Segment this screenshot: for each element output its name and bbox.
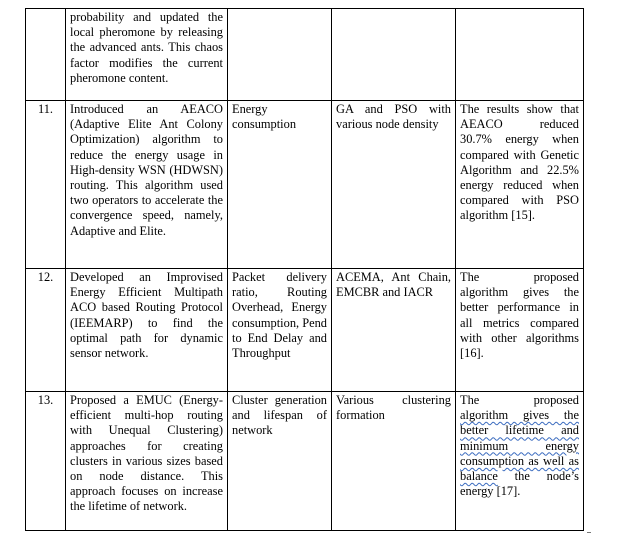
table-row — [26, 9, 584, 101]
compared-cell — [332, 9, 456, 101]
description-cell: Introduced an AEACO (Adaptive Elite Ant Colony Optimization) algorithm to reduce the energy usage in High-density WSN (HDWSN) routing. This algorithm used two operators to accelerate the convergence speed, namely, Adaptive and Elite. — [66, 101, 228, 269]
spellcheck-marked-text: algorithm gives the better lifetime and minimum energy consumption as well as balance — [460, 408, 579, 484]
table-row — [26, 269, 584, 392]
result-cell: The results show that AEACO reduced 30.7% energy when compared with Genetic Algorithm and 22.5% energy reduced when compared with PSO algorithm [15]. — [456, 101, 584, 269]
metric-cell: Packet delivery ratio, Routing Overhead, Energy consumption, Pend to End Delay and Throughput — [228, 269, 332, 392]
result-text-tail: the node’s energy [17]. — [460, 469, 579, 499]
metric-cell: Energy consumption — [228, 101, 332, 269]
result-cell — [456, 9, 584, 101]
compared-cell: GA and PSO with various node density — [332, 101, 456, 269]
page-corner-mark — [587, 530, 591, 533]
result-text-lead: The proposed — [460, 393, 579, 407]
description-cell: Proposed a EMUC (Energy-efficient multi-hop routing with Unequal Clustering) approaches for creating clusters in various sizes based on node distance. This approach focuses on increase the lifetime of network. — [66, 392, 228, 531]
row-number: 13. — [26, 392, 66, 531]
literature-table — [25, 8, 584, 531]
metric-cell — [228, 9, 332, 101]
compared-cell: Various clustering formation — [332, 392, 456, 531]
description-cell: Developed an Improvised Energy Efficient Multipath ACO based Routing Protocol (IEEMARP) to find the optimal path for dynamic sensor network. — [66, 269, 228, 392]
row-number: 12. — [26, 269, 66, 392]
compared-cell: ACEMA, Ant Chain, EMCBR and IACR — [332, 269, 456, 392]
table-row — [26, 392, 584, 531]
result-cell — [456, 392, 584, 531]
table-row — [26, 101, 584, 269]
description-cell: probability and updated the local pheromone by releasing the advanced ants. This chaos factor modifies the current pheromone content. — [66, 9, 228, 101]
metric-cell: Cluster generation and lifespan of network — [228, 392, 332, 531]
row-number: 11. — [26, 101, 66, 269]
row-number — [26, 9, 66, 101]
result-cell: The proposed algorithm gives the better performance in all metrics compared with other algorithms [16]. — [456, 269, 584, 392]
